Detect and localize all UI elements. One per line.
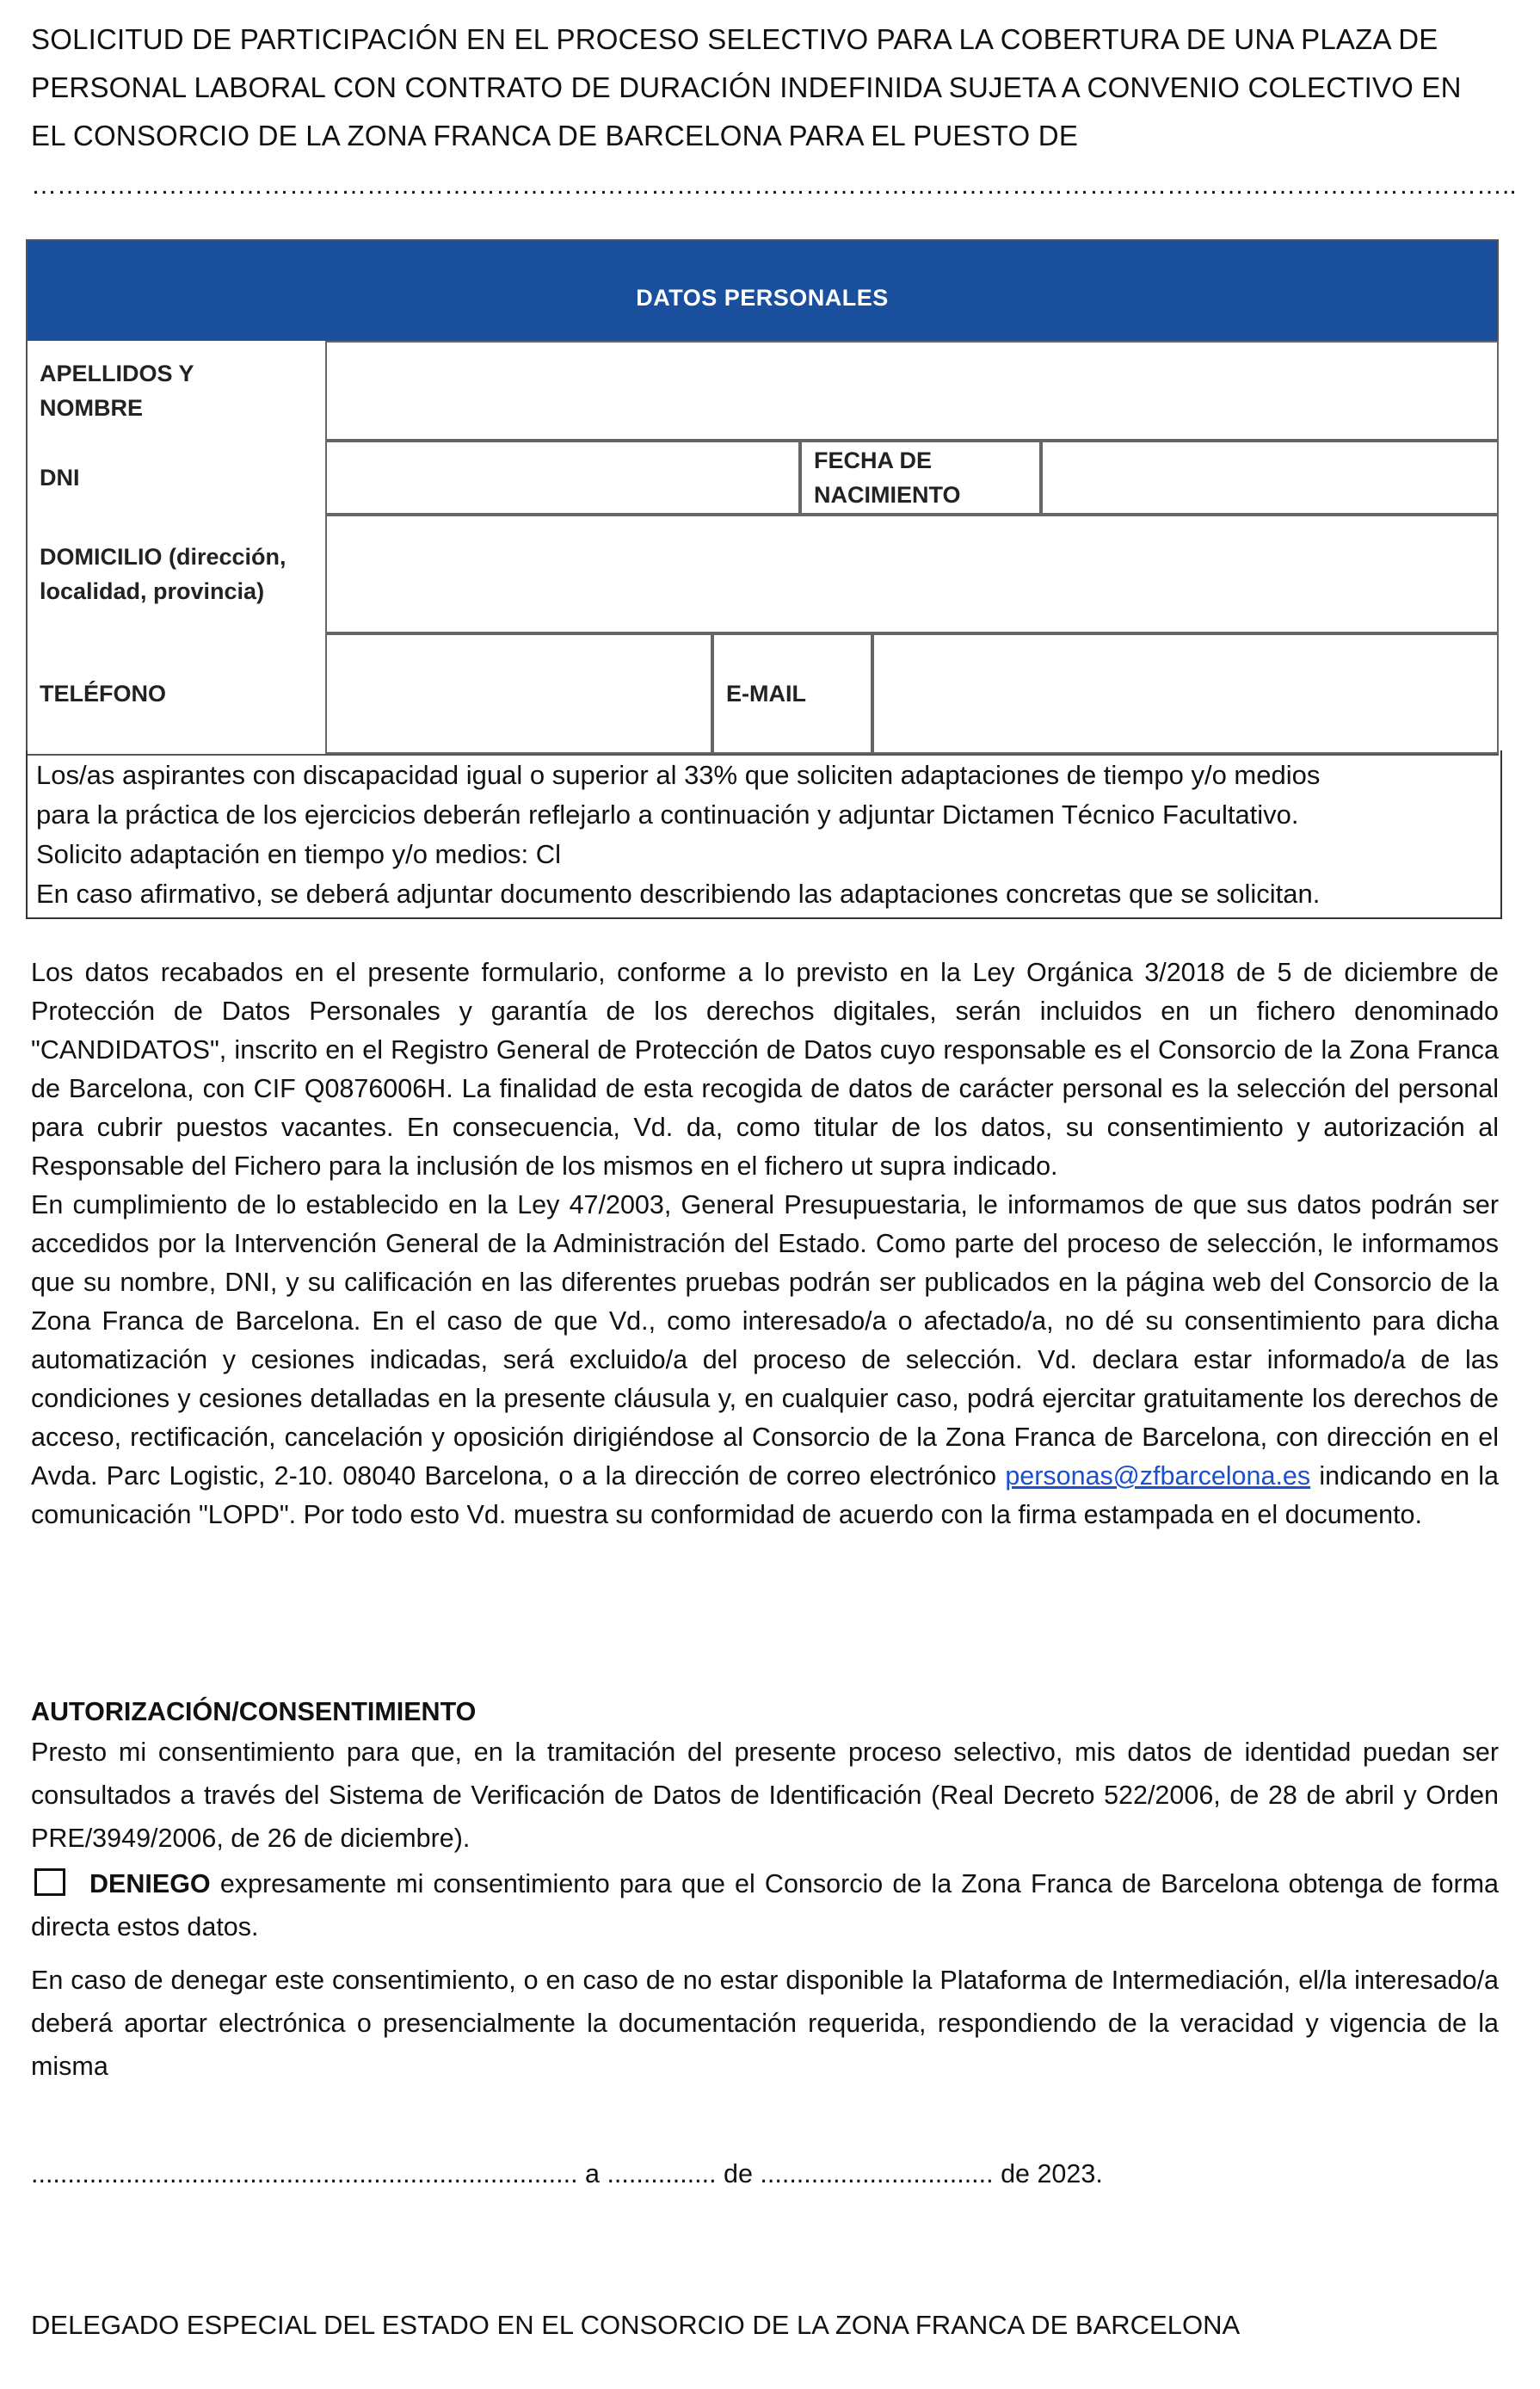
fecha-nacimiento-label	[800, 441, 1041, 515]
dni-input[interactable]	[325, 441, 800, 515]
fecha-nacimiento-input[interactable]	[1041, 441, 1499, 515]
consent-paragraph: Presto mi consentimiento para que, en la tramitación del presente proceso selectivo, mis datos de identidad puedan ser consultados a través del Sistema de Verificación de Datos de Identificación (Real Decreto 522/2006, de 28 de abril y Orden PRE/3949/2006, de 26 de diciembre).	[31, 1738, 1499, 1853]
footer-recipient: DELEGADO ESPECIAL DEL ESTADO EN EL CONSORCIO DE LA ZONA FRANCA DE BARCELONA	[31, 2310, 1241, 2340]
domicilio-input[interactable]	[325, 515, 1499, 633]
domicilio-label	[28, 515, 325, 633]
privacy-paragraph-1: Los datos recabados en el presente formulario, conforme a lo previsto en la Ley Orgánica 3/2018 de 5 de diciembre de Protección de Datos Personales y garantía de los derechos digitales, serán incluidos en un fichero denominado "CANDIDATOS", inscrito en el Registro General de Protección de Datos cuyo responsable es el Consorcio de la Zona Franca de Barcelona, con CIF Q0876006H. La finalidad de esta recogida de datos de carácter personal es la selección del personal para cubrir puestos vacantes. En consecuencia, Vd. da, como titular de los datos, su consentimiento y autorización al Responsable del Fichero para la inclusión de los mismos en el fichero ut supra indicado.	[31, 958, 1499, 1181]
disability-text-line: Los/as aspirantes con discapacidad igual o superior al 33% que soliciten adaptaciones de tiempo y/o medios	[36, 760, 1321, 790]
privacy-paragraph-2-text: En cumplimiento de lo establecido en la Ley 47/2003, General Presupuestaria, le informamos de que sus datos podrán ser accedidos por la Intervención General de la Administración del Estado. Como parte del proceso de selección, le informamos que su nombre, DNI, y su calificación en las diferentes pruebas podrán ser publicados en la página web del Consorcio de la Zona Franca de Barcelona. En el caso de que Vd., como interesado/a o afectado/a, no dé su consentimiento para dicha automatización y cesiones indicadas, será excluido/a del proceso de selección. Vd. declara estar informado/a de las condiciones y cesiones detalladas en la presente cláusula y, en cualquier caso, podrá ejercitar gratuitamente los derechos de acceso, rectificación, cancelación y oposición dirigiéndose al Consorcio de la Zona Franca de Barcelona, con dirección en el Avda. Parc Logistic, 2-10. 08040 Barcelona, o a la dirección de correo electrónico	[31, 1190, 1499, 1491]
privacy-paragraph-2-tail: indicando en la comunicación "LOPD". Por todo esto Vd. muestra su conformidad de acuerdo con la firma estampada en el documento.	[31, 1461, 1499, 1529]
disability-text-line: para la práctica de los ejercicios deberán reflejarlo a continuación y adjuntar Dictamen Técnico Facultativo.	[36, 799, 1299, 830]
personal-data-title: DATOS PERSONALES	[636, 284, 889, 311]
deniego-checkbox[interactable]	[34, 1868, 65, 1896]
disability-adaptation-box	[26, 750, 1502, 919]
email-label: E-MAIL	[712, 633, 872, 754]
personal-data-table	[26, 239, 1499, 756]
deniego-row	[31, 1862, 1499, 1948]
telefono-input[interactable]	[325, 633, 712, 754]
dni-label: DNI	[40, 465, 80, 491]
authorization-text	[31, 1731, 1499, 1860]
privacy-paragraph-2	[31, 1186, 1499, 1534]
authorization-title: AUTORIZACIÓN/CONSENTIMIENTO	[31, 1697, 477, 1726]
deniego-text: expresamente mi consentimiento para que el Consorcio de la Zona Franca de Barcelona obtenga de forma directa estos datos.	[31, 1869, 1499, 1941]
apellidos-label-text: APELLIDOS Y NOMBRE	[40, 361, 194, 421]
telefono-label: TELÉFONO	[40, 681, 166, 707]
apellidos-label	[28, 341, 325, 441]
place-date-line[interactable]: ........................................................................... a ............... de ................................ de 2023.	[31, 2159, 1103, 2188]
privacy-clause	[31, 954, 1499, 1534]
domicilio-label-text: DOMICILIO (dirección, localidad, provincia)	[40, 544, 286, 604]
page-title: SOLICITUD DE PARTICIPACIÓN EN EL PROCESO SELECTIVO PARA LA COBERTURA DE UNA PLAZA DE PERSONAL LABORAL CON CONTRATO DE DURACIÓN INDEFINIDA SUJETA A CONVENIO COLECTIVO EN EL CONSORCIO DE LA ZONA FRANCA DE BARCELONA PARA EL PUESTO DE	[31, 23, 1462, 151]
position-blank-line[interactable]: ………………………………………………………………………………………………………………………………………………………..	[31, 171, 1517, 200]
denegar-text: En caso de denegar este consentimiento, o en caso de no estar disponible la Plataforma de Intermediación, el/la interesado/a deberá aportar electrónica o presencialmente la documentación requerida, respondiendo de la veracidad y vigencia de la misma	[31, 1966, 1499, 2081]
fecha-nacimiento-label-text: FECHA DE NACIMIENTO	[814, 448, 961, 508]
personal-data-header	[28, 241, 1497, 341]
denegar-paragraph	[31, 1959, 1499, 2088]
disability-text-line: En caso afirmativo, se deberá adjuntar documento describiendo las adaptaciones concretas que se solicitan.	[36, 879, 1321, 909]
deniego-label: DENIEGO	[89, 1869, 211, 1898]
apellidos-input[interactable]	[325, 341, 1499, 441]
disability-request-line[interactable]: Solicito adaptación en tiempo y/o medios: Cl	[36, 839, 561, 869]
email-input[interactable]	[872, 633, 1499, 754]
contact-email-link[interactable]: personas@zfbarcelona.es	[1005, 1461, 1311, 1491]
